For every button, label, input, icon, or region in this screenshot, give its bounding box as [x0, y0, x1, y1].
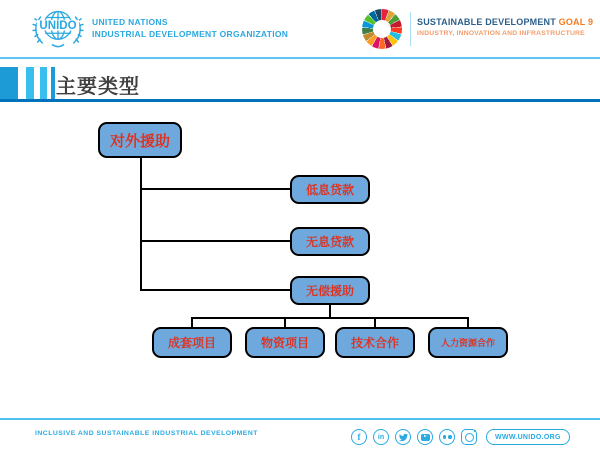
instagram-lens-glyph — [465, 433, 474, 442]
connector-stub-2 — [284, 317, 286, 327]
unido-logo — [28, 6, 88, 54]
connector-branch-3 — [140, 289, 290, 291]
youtube-play-glyph — [421, 434, 430, 441]
org-name-line2: INDUSTRIAL DEVELOPMENT ORGANIZATION — [92, 29, 289, 39]
connector-trunk-vertical — [140, 158, 142, 291]
sdg-wheel-icon — [362, 9, 402, 49]
diagram-node-branch-1: 低息贷款 — [290, 175, 370, 204]
sdg-text — [417, 17, 593, 37]
twitter-bird-glyph — [399, 433, 408, 442]
diagram-node-root: 对外援助 — [98, 122, 182, 158]
diagram-node-leaf-4: 人力资源合作 — [428, 327, 508, 358]
title-bar-accent-4 — [51, 67, 55, 101]
sdg-title-line — [417, 17, 593, 27]
connector-stub-1 — [191, 317, 193, 327]
linkedin-glyph: in — [377, 433, 385, 441]
unido-emblem-text: UNIDO — [39, 20, 77, 33]
page-title: 主要类型 — [56, 76, 140, 98]
org-name — [92, 16, 288, 40]
org-name-line1: UNITED NATIONS — [92, 17, 168, 27]
instagram-icon[interactable] — [461, 429, 477, 445]
sdg-title: SUSTAINABLE DEVELOPMENT — [417, 17, 556, 27]
social-links — [351, 429, 477, 445]
twitter-icon[interactable] — [395, 429, 411, 445]
header-divider — [410, 12, 411, 46]
title-underline — [0, 99, 600, 102]
sdg-subtitle: INDUSTRY, INNOVATION AND INFRASTRUCTURE — [417, 30, 585, 37]
youtube-icon[interactable] — [417, 429, 433, 445]
connector-branch-1 — [140, 188, 290, 190]
title-bar-accent-2 — [26, 67, 34, 101]
flickr-dots-glyph — [443, 435, 452, 439]
diagram-node-branch-3: 无偿援助 — [290, 276, 370, 305]
facebook-icon[interactable] — [351, 429, 367, 445]
diagram-node-leaf-2: 物资项目 — [245, 327, 325, 358]
footer-tagline: INCLUSIVE AND SUSTAINABLE INDUSTRIAL DEVELOPMENT — [35, 430, 258, 437]
diagram-node-branch-2: 无息贷款 — [290, 227, 370, 256]
footer-rule — [0, 418, 600, 420]
flickr-icon[interactable] — [439, 429, 455, 445]
facebook-glyph: f — [357, 432, 361, 442]
diagram-node-leaf-3: 技术合作 — [335, 327, 415, 358]
diagram-node-leaf-1: 成套项目 — [152, 327, 232, 358]
sdg-goal: GOAL 9 — [558, 17, 594, 27]
linkedin-icon[interactable] — [373, 429, 389, 445]
connector-branch-2 — [140, 240, 290, 242]
connector-stub-4 — [467, 317, 469, 327]
header-rule — [0, 57, 600, 59]
title-bar-accent-3 — [40, 67, 47, 101]
connector-stub-3 — [374, 317, 376, 327]
connector-spread-horizontal — [191, 317, 469, 319]
website-button[interactable]: WWW.UNIDO.ORG — [486, 429, 570, 445]
title-bar-accent-1 — [0, 67, 18, 101]
